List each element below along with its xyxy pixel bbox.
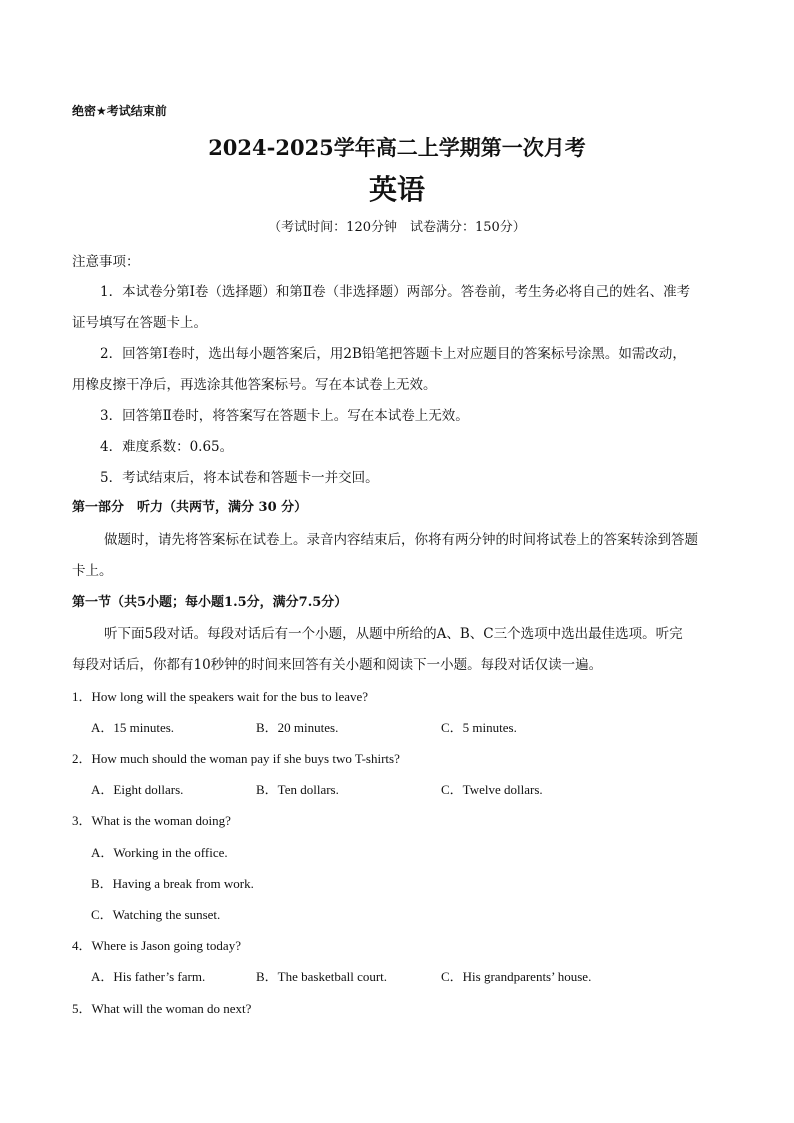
note-item-2-line-1: 2．回答第Ⅰ卷时，选出每小题答案后，用2B铅笔把答题卡上对应题目的答案标号涂黑。如需改动，	[100, 346, 686, 362]
question-2-option-c[interactable]: C．Twelve dollars.	[441, 782, 543, 797]
note-item-5: 5．考试结束后，将本试卷和答题卡一并交回。	[100, 470, 379, 486]
confidential-mark: 绝密★考试结束前	[72, 104, 167, 118]
question-5-stem: 5．What will the woman do next?	[72, 1001, 252, 1016]
note-item-1-line-2: 证号填写在答题卡上。	[72, 315, 207, 331]
note-item-1-line-1: 1．本试卷分第Ⅰ卷（选择题）和第Ⅱ卷（非选择题）两部分。答卷前，考生务必将自己的姓名、准考	[100, 284, 691, 300]
question-1-stem: 1．How long will the speakers wait for the bus to leave?	[72, 689, 369, 704]
question-3-option-b[interactable]: B．Having a break from work.	[91, 876, 254, 891]
question-3-option-a[interactable]: A．Working in the office.	[91, 845, 228, 860]
question-4-stem: 4．Where is Jason going today?	[72, 938, 241, 953]
notes-heading: 注意事项：	[72, 254, 140, 270]
exam-title: 2024-2025学年高二上学期第一次月考	[208, 135, 586, 160]
part1-intro-line-2: 卡上。	[72, 563, 113, 579]
part1-heading: 第一部分 听力（共两节，满分 30 分）	[72, 500, 308, 515]
question-4-option-b[interactable]: B．The basketball court.	[256, 969, 388, 984]
question-2-option-b[interactable]: B．Ten dollars.	[256, 782, 339, 797]
question-1-option-a[interactable]: A．15 minutes.	[91, 720, 175, 735]
question-2-stem: 2．How much should the woman pay if she buys two T-shirts?	[72, 751, 400, 766]
question-3-option-c[interactable]: C．Watching the sunset.	[91, 907, 221, 922]
section1-intro-line-2: 每段对话后，你都有10秒钟的时间来回答有关小题和阅读下一小题。每段对话仅读一遍。	[72, 657, 603, 673]
question-2-option-a[interactable]: A．Eight dollars.	[91, 782, 184, 797]
question-4-option-c[interactable]: C．His grandparents’ house.	[441, 969, 592, 984]
question-1-option-c[interactable]: C．5 minutes.	[441, 720, 517, 735]
note-item-3: 3．回答第Ⅱ卷时，将答案写在答题卡上。写在本试卷上无效。	[100, 408, 469, 424]
part1-intro-line-1: 做题时，请先将答案标在试卷上。录音内容结束后，你将有两分钟的时间将试卷上的答案转涂到答题	[104, 532, 698, 548]
question-3-stem: 3．What is the woman doing?	[72, 813, 231, 828]
question-4-option-a[interactable]: A．His father’s farm.	[91, 969, 206, 984]
exam-time-info: （考试时间：120分钟 试卷满分：150分）	[268, 220, 526, 235]
note-item-2-line-2: 用橡皮擦干净后，再选涂其他答案标号。写在本试卷上无效。	[72, 377, 437, 393]
section1-heading: 第一节（共5小题；每小题1.5分，满分7.5分）	[72, 595, 348, 610]
subject-title: 英语	[368, 173, 425, 206]
question-1-option-b[interactable]: B．20 minutes.	[256, 720, 339, 735]
note-item-4: 4．难度系数：0.65。	[100, 439, 234, 455]
section1-intro-line-1: 听下面5段对话。每段对话后有一个小题，从题中所给的A、B、C三个选项中选出最佳选项。听完	[104, 626, 683, 642]
